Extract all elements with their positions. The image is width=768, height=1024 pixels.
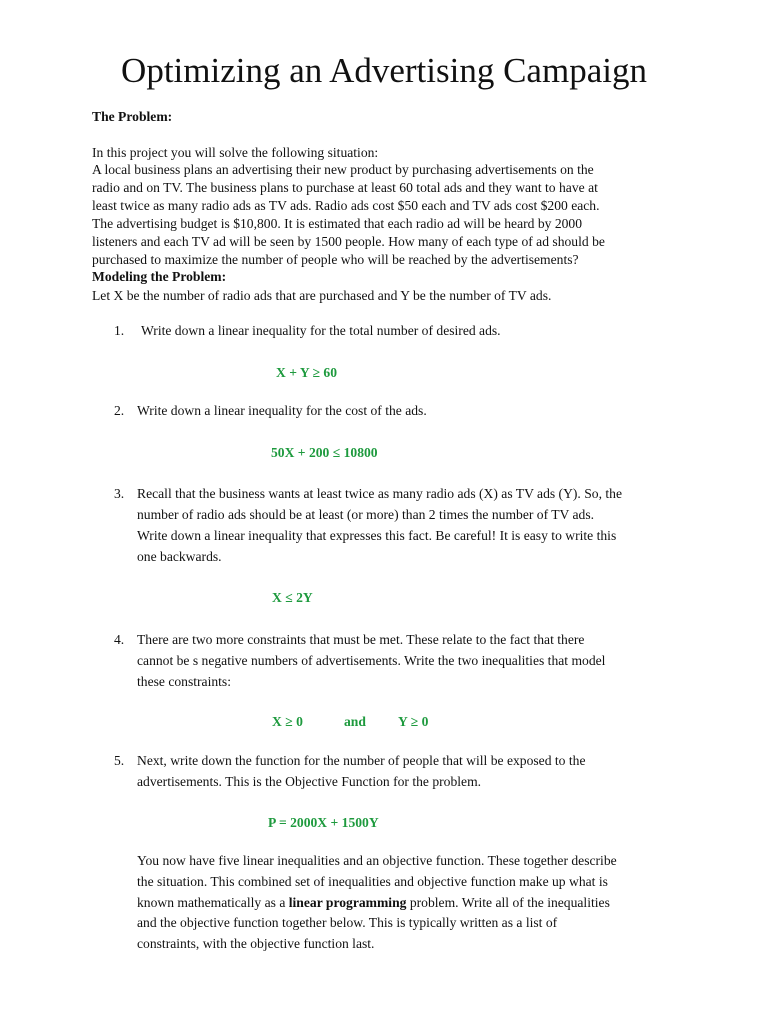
answer-inequality: 50X + 200 ≤ 10800 [271, 445, 378, 460]
answer-inequality: X + Y ≥ 60 [276, 365, 338, 380]
step-number: 2. [114, 403, 125, 418]
closing-line: the situation. This combined set of inequalities and objective function make up what is [137, 874, 608, 889]
problem-intro: In this project you will solve the following situation: [92, 145, 379, 160]
answer-inequality: X ≥ 0 [272, 714, 303, 729]
modeling-intro: Let X be the number of radio ads that are purchased and Y be the number of TV ads. [92, 288, 552, 303]
document-title: Optimizing an Advertising Campaign [121, 51, 647, 90]
closing-line: constraints, with the objective function last. [137, 936, 375, 951]
problem-line: radio and on TV. The business plans to purchase at least 60 total ads and they want to have at [92, 180, 598, 195]
problem-line: least twice as many radio ads as TV ads. Radio ads cost $50 each and TV ads cost $200 each. [92, 198, 600, 213]
step-number: 1. [114, 323, 125, 338]
closing-line: You now have five linear inequalities and an objective function. These together describe [137, 853, 617, 868]
problem-line: listeners and each TV ad will be seen by 1500 people. How many of each type of ad should be [92, 234, 605, 249]
step-text: one backwards. [137, 549, 222, 564]
closing-line: and the objective function together below. This is typically written as a list of [137, 915, 558, 930]
problem-line: The advertising budget is $10,800. It is estimated that each radio ad will be heard by 2000 [92, 216, 583, 231]
answer-inequality: Y ≥ 0 [398, 714, 429, 729]
step-text: Recall that the business wants at least twice as many radio ads (X) as TV ads (Y). So, the [137, 486, 622, 501]
step-number: 3. [114, 486, 125, 501]
step-text: number of radio ads should be at least (or more) than 2 times the number of TV ads. [137, 507, 595, 522]
step-text: these constraints: [137, 674, 232, 689]
closing-text: problem. Write all of the inequalities [406, 895, 610, 910]
modeling-heading: Modeling the Problem: [92, 269, 227, 284]
step-text: advertisements. This is the Objective Function for the problem. [137, 774, 482, 789]
problem-line: purchased to maximize the number of people who will be reached by the advertisements? [92, 252, 579, 267]
step-text: Write down a linear inequality for the total number of desired ads. [141, 323, 501, 338]
step-number: 5. [114, 753, 125, 768]
step-number: 4. [114, 632, 125, 647]
objective-function: P = 2000X + 1500Y [268, 815, 379, 830]
answer-connector: and [344, 714, 366, 729]
closing-line [137, 894, 610, 912]
step-text: Next, write down the function for the number of people that will be exposed to the [137, 753, 586, 768]
linear-programming-term: linear programming [288, 895, 407, 910]
step-text: Write down a linear inequality that expresses this fact. Be careful! It is easy to write this [137, 528, 617, 543]
problem-heading: The Problem: [92, 109, 173, 124]
closing-text: known mathematically as a [137, 895, 289, 910]
problem-line: A local business plans an advertising their new product by purchasing advertisements on the [92, 162, 594, 177]
step-text: Write down a linear inequality for the cost of the ads. [137, 403, 427, 418]
answer-inequality: X ≤ 2Y [272, 590, 313, 605]
step-text: There are two more constraints that must be met. These relate to the fact that there [137, 632, 585, 647]
step-text: cannot be s negative numbers of advertisements. Write the two inequalities that model [137, 653, 606, 668]
